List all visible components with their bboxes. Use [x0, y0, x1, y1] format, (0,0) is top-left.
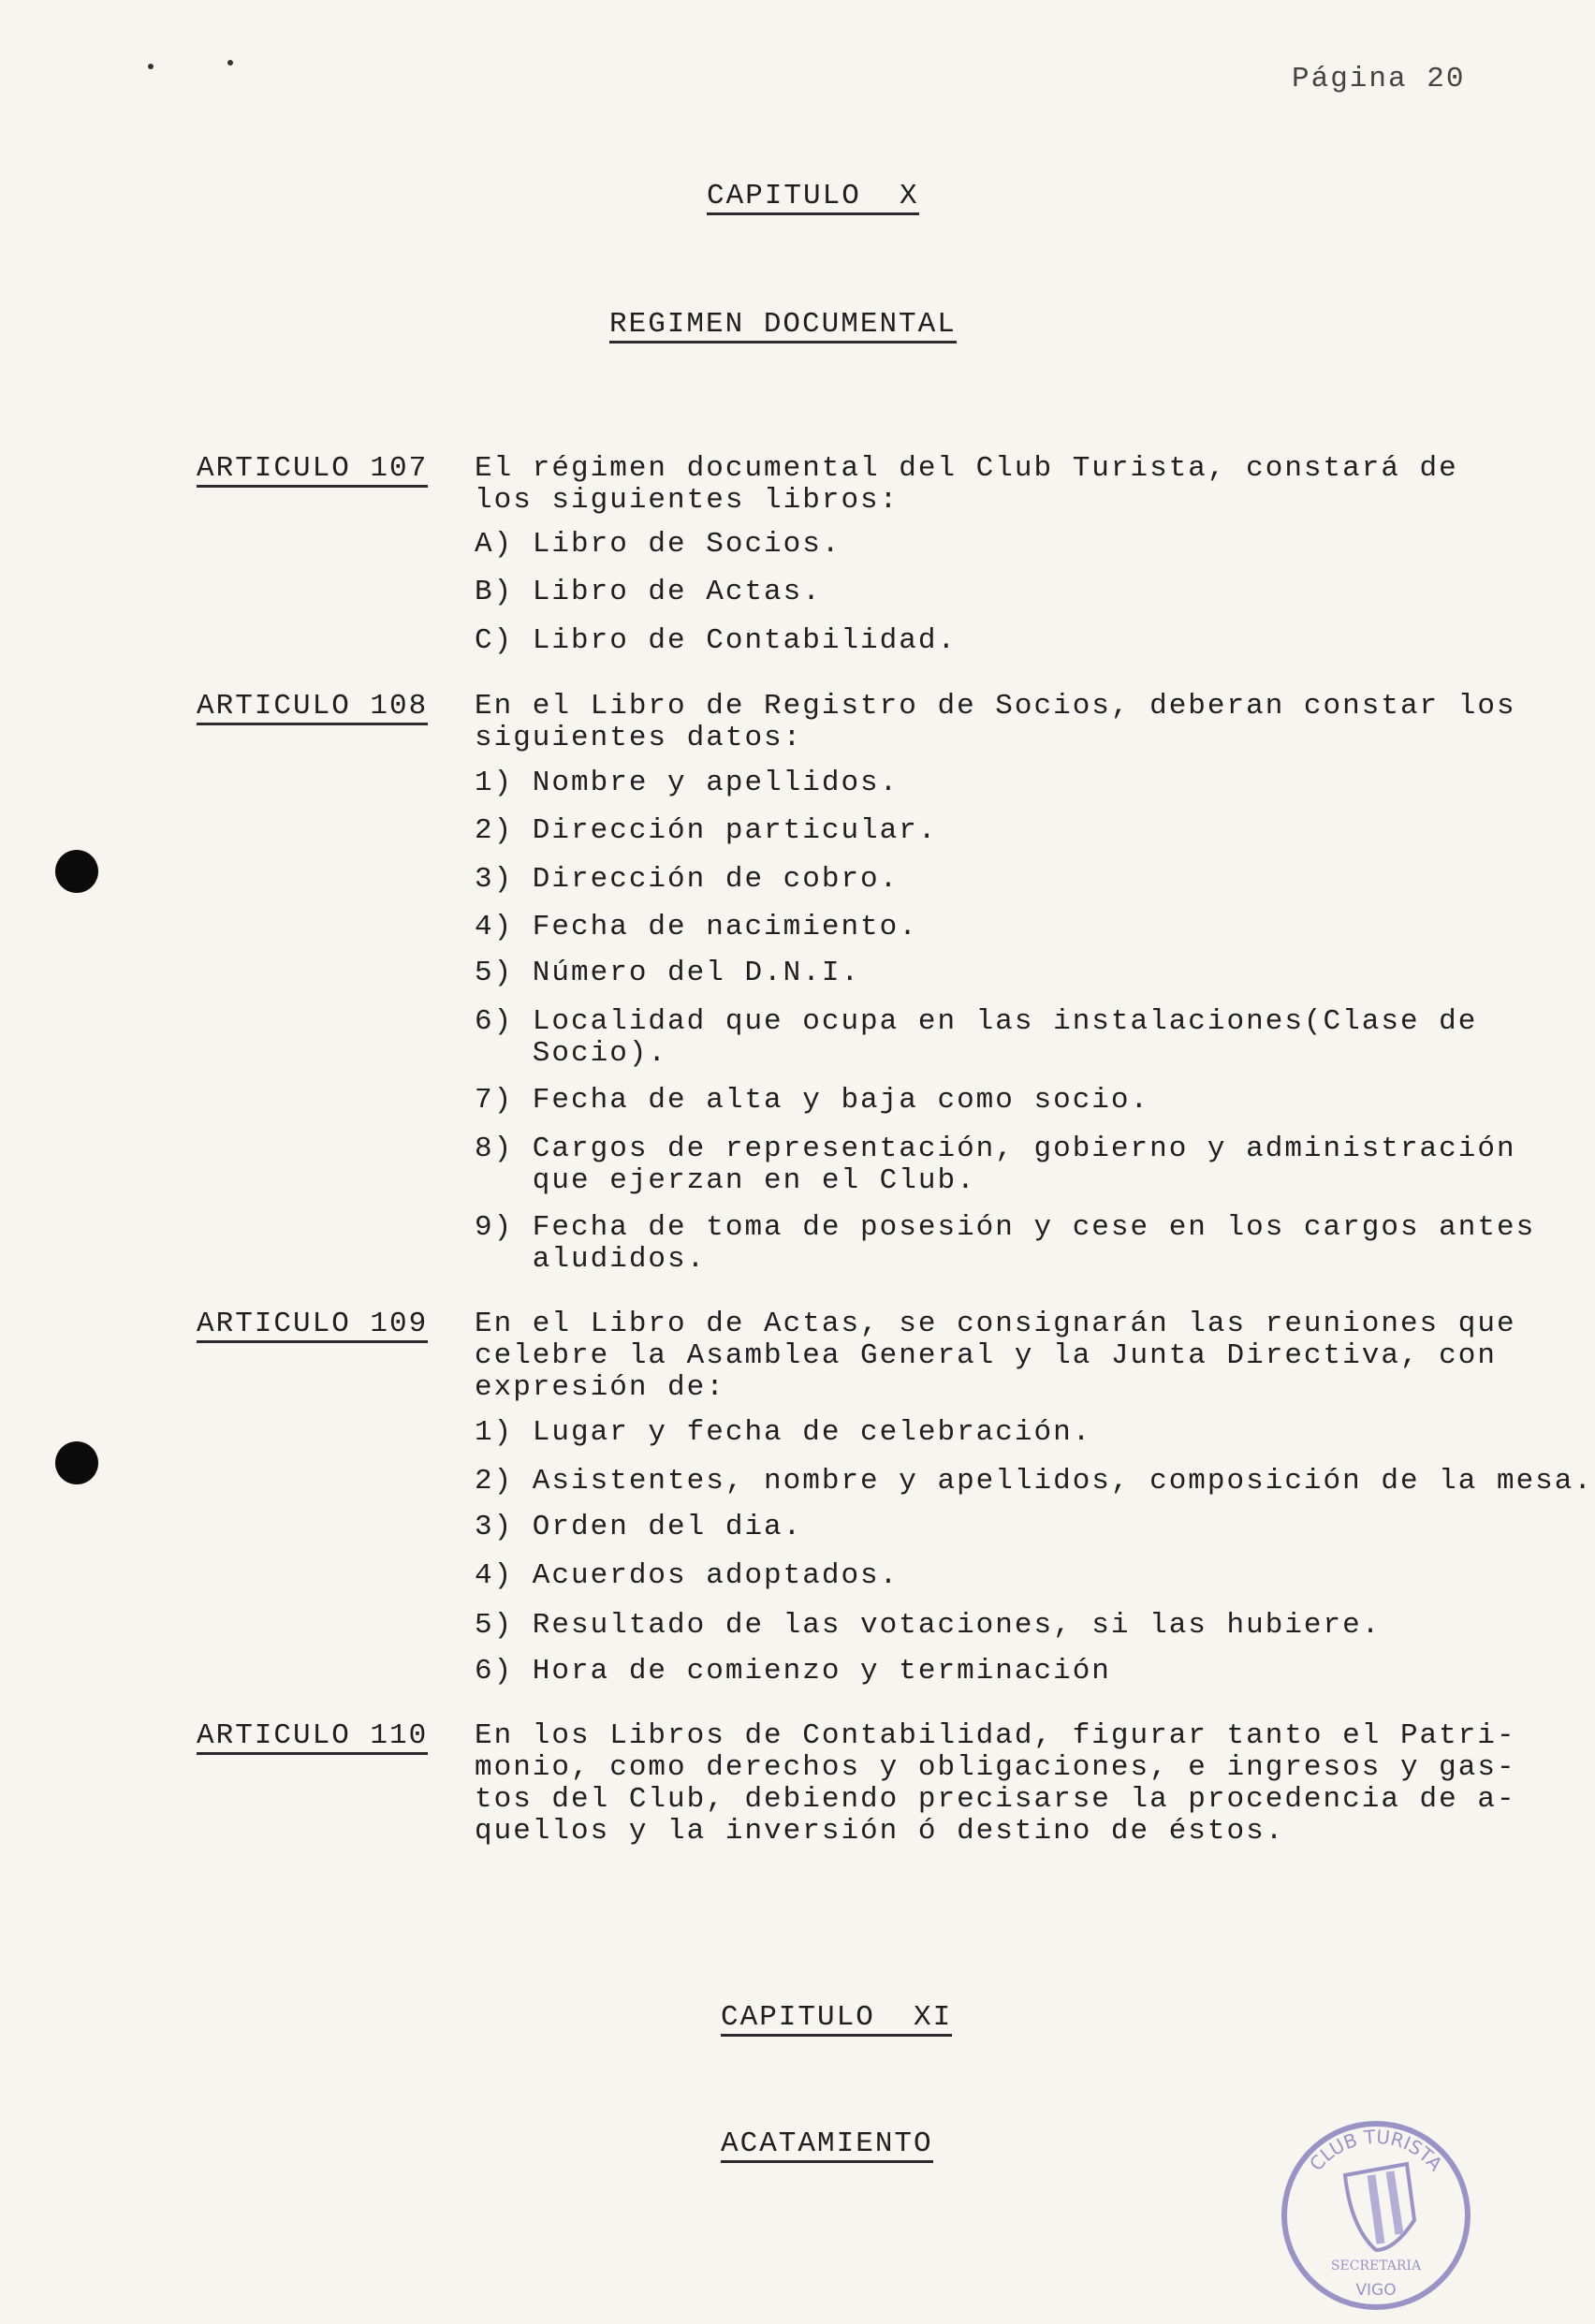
article-text-line: quellos y la inversión ó destino de éstos.	[475, 1815, 1285, 1848]
speck	[148, 64, 154, 69]
list-item: 1) Nombre y apellidos.	[475, 767, 900, 799]
article-text-line: los siguientes libros:	[475, 484, 900, 517]
list-item: 4) Acuerdos adoptados.	[475, 1559, 900, 1592]
list-item: B) Libro de Actas.	[475, 576, 822, 608]
article-text-line: En el Libro de Actas, se consignarán las reuniones que	[475, 1308, 1516, 1340]
article-label: ARTICULO 107	[197, 454, 428, 488]
list-item: 2) Asistentes, nombre y apellidos, composición de la mesa.	[475, 1465, 1593, 1498]
list-item: 6) Localidad que ocupa en las instalaciones(Clase de	[475, 1005, 1478, 1038]
article-text-line: expresión de:	[475, 1371, 725, 1404]
list-item: 5) Resultado de las votaciones, si las hubiere.	[475, 1609, 1382, 1642]
list-item: 3) Dirección de cobro.	[475, 863, 900, 896]
article-text-line: celebre la Asamblea General y la Junta Directiva, con	[475, 1339, 1497, 1372]
list-item: aludidos.	[475, 1243, 707, 1276]
list-item: 2) Dirección particular.	[475, 814, 938, 847]
list-item: 6) Hora de comienzo y terminación	[475, 1655, 1111, 1688]
article-text-line: tos del Club, debiendo precisarse la procedencia de a-	[475, 1783, 1516, 1816]
chapter-title: CAPITULO XI	[721, 2003, 952, 2037]
punch-hole	[55, 850, 98, 893]
stamp-middle-text: SECRETARIA	[1330, 2258, 1422, 2273]
punch-hole	[55, 1441, 98, 1484]
stamp-top-text: CLUB TURISTA	[1305, 2125, 1447, 2175]
list-item: 1) Lugar y fecha de celebración.	[475, 1416, 1092, 1449]
list-item: 3) Orden del dia.	[475, 1511, 803, 1543]
chapter-subtitle: REGIMEN DOCUMENTAL	[609, 310, 957, 343]
article-text-line: siguientes datos:	[475, 722, 803, 754]
article-label: ARTICULO 109	[197, 1309, 428, 1343]
list-item: A) Libro de Socios.	[475, 528, 841, 561]
article-text-line: En los Libros de Contabilidad, figurar tanto el Patri-	[475, 1719, 1516, 1752]
article-label: ARTICULO 110	[197, 1721, 428, 1755]
article-text-line: El régimen documental del Club Turista, constará de	[475, 452, 1458, 485]
stamp-bottom-text: VIGO	[1355, 2281, 1397, 2300]
chapter-title: CAPITULO X	[707, 182, 919, 215]
page-number: Página 20	[1292, 63, 1466, 95]
list-item: 4) Fecha de nacimiento.	[475, 911, 918, 943]
list-item: 8) Cargos de representación, gobierno y administración	[475, 1133, 1516, 1165]
club-stamp	[1278, 2117, 1474, 2314]
list-item: 5) Número del D.N.I.	[475, 957, 861, 989]
list-item: C) Libro de Contabilidad.	[475, 624, 958, 657]
article-label: ARTICULO 108	[197, 692, 428, 725]
speck	[227, 60, 233, 66]
article-text-line: En el Libro de Registro de Socios, deberan constar los	[475, 690, 1516, 723]
chapter-subtitle: ACATAMIENTO	[721, 2129, 933, 2163]
list-item: que ejerzan en el Club.	[475, 1164, 976, 1197]
list-item: 7) Fecha de alta y baja como socio.	[475, 1084, 1150, 1117]
list-item: 9) Fecha de toma de posesión y cese en los cargos antes	[475, 1211, 1536, 1244]
list-item: Socio).	[475, 1037, 668, 1070]
article-text-line: monio, como derechos y obligaciones, e ingresos y gas-	[475, 1751, 1516, 1784]
